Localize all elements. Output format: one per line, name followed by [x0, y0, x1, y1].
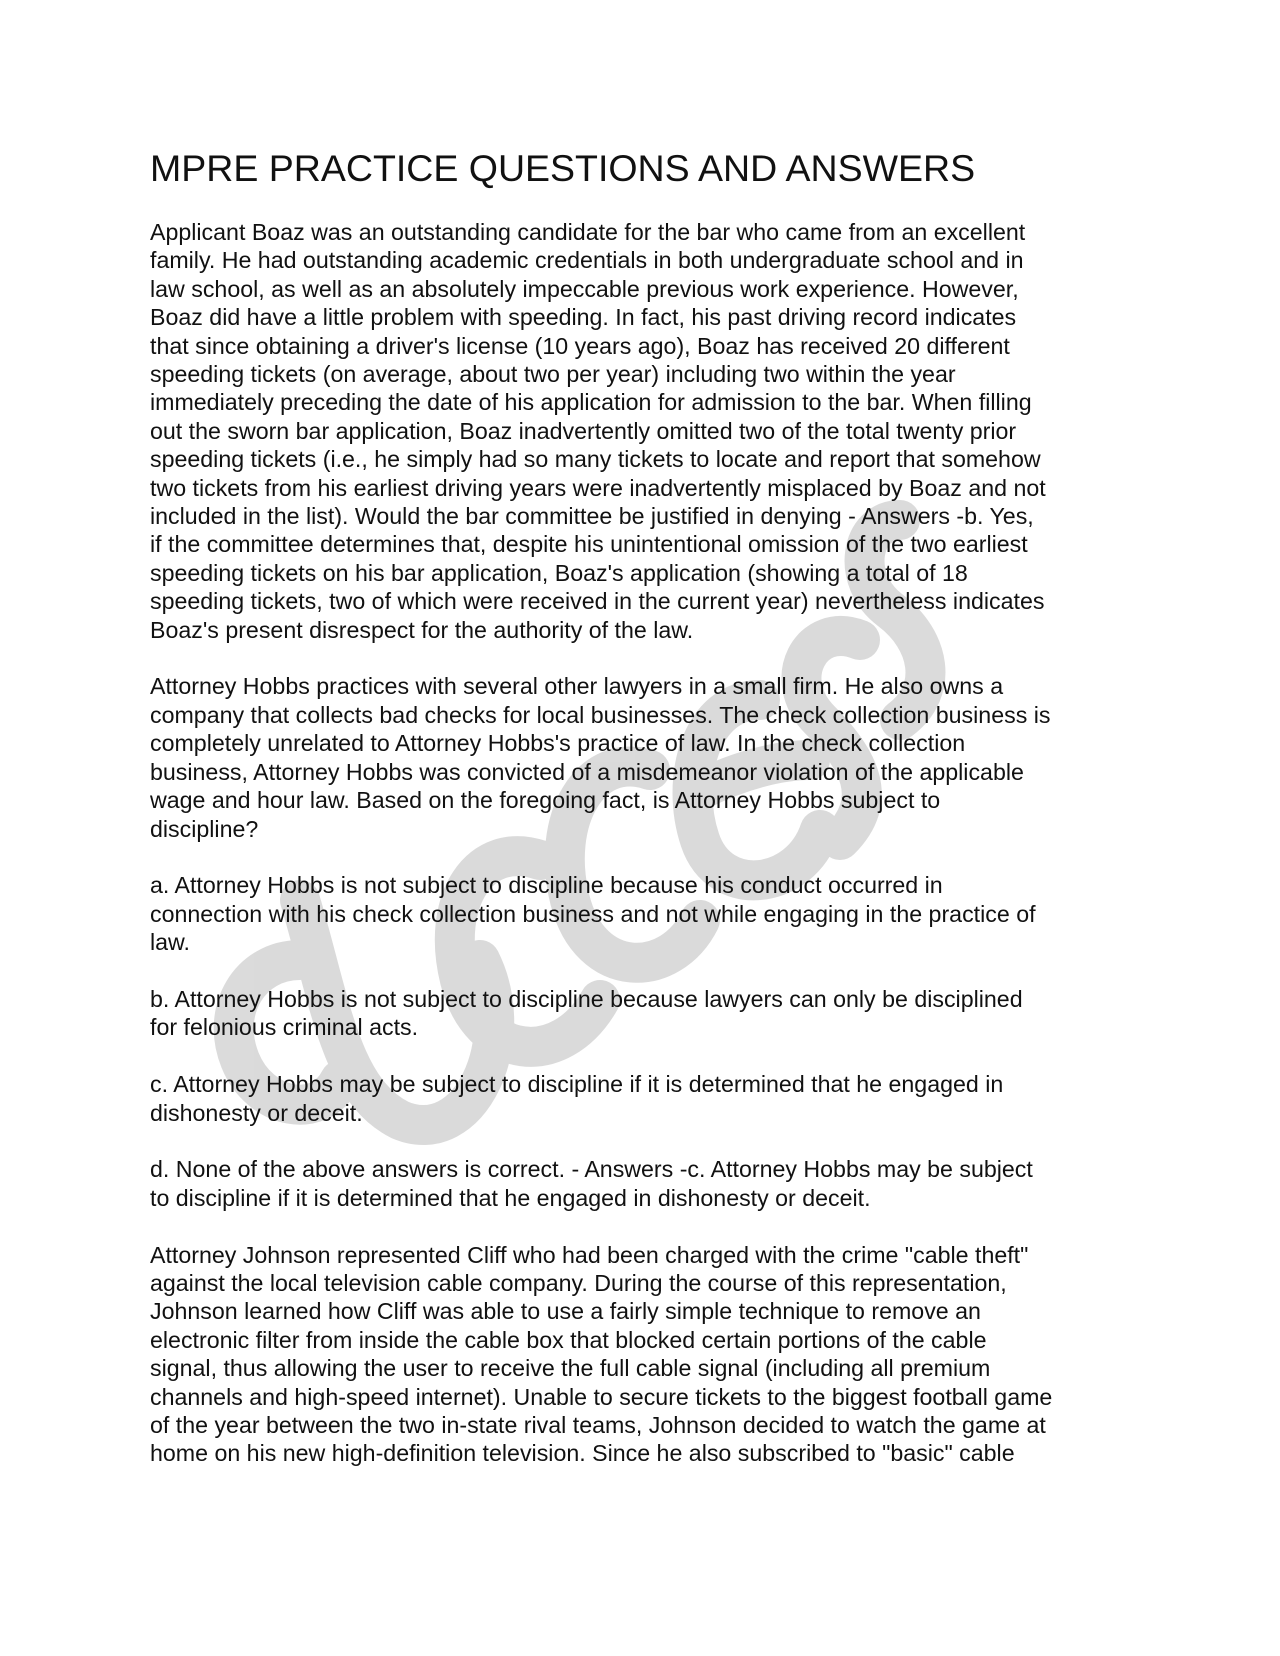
paragraph-hobbs-question: Attorney Hobbs practices with several other lawyers in a small firm. He also owns a company that collects bad checks for local businesses. The check collection business is completely unrelated to Attorney Hobbs's practice of law. In the check collection business, Attorney Hobbs was convicted of a misdemeanor violation of the applicable wage and hour law. Based on the foregoing fact, is Attorney Hobbs subject to discipline? — [150, 673, 1051, 842]
paragraph-johnson-question: Attorney Johnson represented Cliff who had been charged with the crime "cable theft" against the local television cable company. During the course of this representation, Johnson learned how Cliff was able to use a fairly simple technique to remove an electronic filter from inside the cable box that blocked certain portions of the cable signal, thus allowing the user to receive the full cable signal (including all premium channels and high-speed internet). Unable to secure tickets to the biggest football game of the year between the two in-state rival teams, Johnson decided to watch the game at home on his new high-definition television. Since he also subscribed to "basic" cable — [150, 1241, 1053, 1467]
answer-option-b: b. Attorney Hobbs is not subject to discipline because lawyers can only be disciplined for felonious criminal acts. — [150, 985, 1023, 1041]
answer-option-c: c. Attorney Hobbs may be subject to discipline if it is determined that he engaged in dishonesty or deceit. — [150, 1071, 1004, 1126]
paragraph-boaz-question: Applicant Boaz was an outstanding candidate for the bar who came from an excellent family. He had outstanding academic credentials in both undergraduate school and in law school, as well as an absolutely impeccable previous work experience. However, Boaz did have a little problem with speeding. In fact, his past driving record indicates that since obtaining a driver's license (10 years ago), Boaz has received 20 different speeding tickets (on average, about two per year) including two within the year immediately preceding the date of his application for admission to the bar. When filling out the sworn bar application, Boaz inadvertently omitted two of the total twenty prior speeding tickets (i.e., he simply had so many tickets to locate and report that somehow two tickets from his earliest driving years were inadvertently misplaced by Boaz and not included in the list). Would the bar committee be justified in denying - Answers -b. Yes, if the committee determines that, despite his unintentional omission of the two earliest speeding tickets on his bar application, Boaz's application (showing a total of 18 speeding tickets, two of which were received in the current year) nevertheless indicates Boaz's present disrespect for the authority of the law. — [150, 219, 1046, 643]
document-title: MPRE PRACTICE QUESTIONS AND ANSWERS — [150, 147, 976, 189]
answer-option-a: a. Attorney Hobbs is not subject to discipline because his conduct occurred in connection with his check collection business and not while engaging in the practice of law. — [150, 872, 1036, 956]
answer-option-d: d. None of the above answers is correct. - Answers -c. Attorney Hobbs may be subject to discipline if it is determined that he engaged in dishonesty or deceit. — [150, 1156, 1033, 1211]
